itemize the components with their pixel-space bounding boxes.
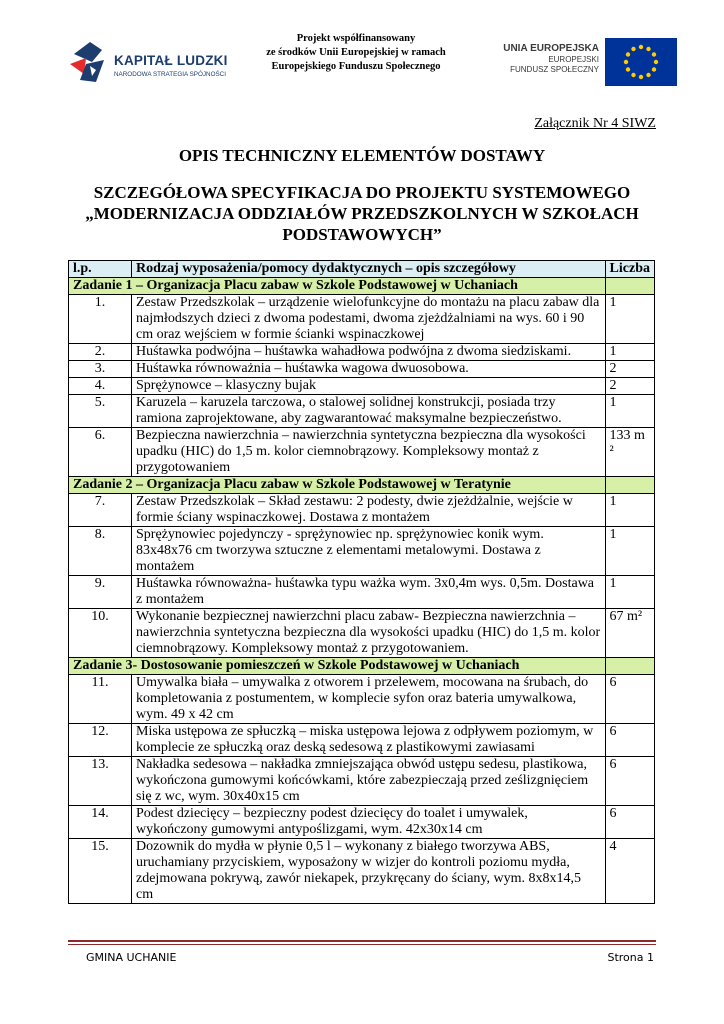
item-number: 15.: [69, 839, 132, 904]
section-row: [69, 477, 655, 494]
table-row: [69, 806, 655, 839]
table-row: [69, 757, 655, 806]
table-row: [69, 395, 655, 428]
item-number: 2.: [69, 344, 132, 361]
eu-social-fund-logo: [505, 38, 677, 86]
item-number: 10.: [69, 609, 132, 658]
item-description: Huśtawka równoważna- huśtawka typu ważka wym. 3x0,4m wys. 0,5m. Dostawa z montażem: [132, 576, 606, 609]
table-row: [69, 576, 655, 609]
item-quantity: 6: [605, 806, 654, 839]
section-empty-cell: [605, 278, 654, 295]
column-header-quantity: Liczba: [605, 261, 654, 278]
item-description: Dozownik do mydła w płynie 0,5 l – wykonany z białego tworzywa ABS, uruchamiany przyciskiem, wyposażony w wizjer do kontroli poziomu mydła, zdejmowana pokrywą, zawór niekapek, przykręcany do ściany, wym. 8x8x14,5 cm: [132, 839, 606, 904]
table-row: [69, 494, 655, 527]
item-quantity: 1: [605, 344, 654, 361]
item-quantity: 1: [605, 576, 654, 609]
section-empty-cell: [605, 658, 654, 675]
table-row: [69, 378, 655, 395]
item-number: 9.: [69, 576, 132, 609]
item-description: Karuzela – karuzela tarczowa, o stalowej solidnej konstrukcji, posiada trzy ramiona zaprojektowane, aby zagwarantować maksymalne bezpieczeństwo.: [132, 395, 606, 428]
item-description: Huśtawka podwójna – huśtawka wahadłowa podwójna z dwoma siedziskami.: [132, 344, 606, 361]
item-number: 4.: [69, 378, 132, 395]
item-number: 7.: [69, 494, 132, 527]
item-quantity: 2: [605, 378, 654, 395]
item-description: Umywalka biała – umywalka z otworem i przelewem, mocowana na śrubach, do kompletowania z postumentem, w komplecie syfon oraz bateria umywalkowa, wym. 49 x 42 cm: [132, 675, 606, 724]
cofinancing-line-1: Projekt współfinansowany: [296, 33, 416, 44]
item-description: Miska ustępowa ze spłuczką – miska ustępowa lejowa z odpływem poziomym, w komplecie ze spłuczką oraz deską sedesową z plastikowymi zawiasami: [132, 724, 606, 757]
section-row: [69, 658, 655, 675]
item-description: Sprężynowce – klasyczny bujak: [132, 378, 606, 395]
item-number: 13.: [69, 757, 132, 806]
item-number: 1.: [69, 295, 132, 344]
table-row: [69, 295, 655, 344]
item-quantity: 6: [605, 757, 654, 806]
item-number: 3.: [69, 361, 132, 378]
eu-line-3: FUNDUSZ SPOŁECZNY: [510, 65, 599, 74]
footer-rule-thick: [68, 940, 656, 942]
annex-label: Załącznik Nr 4 SIWZ: [534, 116, 656, 131]
item-quantity: 67 m²: [605, 609, 654, 658]
section-row: [69, 278, 655, 295]
item-quantity: 133 m ²: [605, 428, 654, 477]
item-quantity: 1: [605, 395, 654, 428]
eu-flag-icon: [605, 38, 677, 86]
table-header-row: [69, 261, 655, 278]
item-quantity: 6: [605, 724, 654, 757]
item-description: Zestaw Przedszkolak – Skład zestawu: 2 podesty, dwie zjeżdżalnie, wejście w formie ściany wspinaczkowej. Dostawa z montażem: [132, 494, 606, 527]
section-empty-cell: [605, 477, 654, 494]
item-quantity: 2: [605, 361, 654, 378]
table-row: [69, 675, 655, 724]
table-row: [69, 361, 655, 378]
specification-table: [68, 260, 655, 904]
table-row: [69, 724, 655, 757]
column-header-description: Rodzaj wyposażenia/pomocy dydaktycznych – opis szczegółowy: [132, 261, 606, 278]
item-number: 8.: [69, 527, 132, 576]
footer-rule-thin: [68, 944, 656, 945]
kapital-ludzki-title: KAPITAŁ LUDZKI: [114, 53, 228, 68]
item-description: Nakładka sedesowa – nakładka zmniejszająca obwód ustępu sedesu, plastikowa, wykończona gumowymi końcówkami, które zabezpieczają przed ześlizgnięciem się z wc, wym. 30x40x15 cm: [132, 757, 606, 806]
kapital-ludzki-logo: [68, 40, 228, 86]
footer-municipality: GMINA UCHANIE: [86, 951, 177, 964]
item-description: Zestaw Przedszkolak – urządzenie wielofunkcyjne do montażu na placu zabaw dla najmłodszych dzieci z dwoma podestami, dwoma zjeżdżalniami na wys. 60 i 90 cm oraz wejściem w formie ścianki wspinaczkowej: [132, 295, 606, 344]
table-row: [69, 839, 655, 904]
item-number: 6.: [69, 428, 132, 477]
item-quantity: 6: [605, 675, 654, 724]
eu-line-1: UNIA EUROPEJSKA: [503, 43, 599, 54]
item-description: Sprężynowiec pojedynczy - sprężynowiec np. sprężynowiec konik wym. 83x48x76 cm tworzywa sztuczne z elementami metalowymi. Dostawa z montażem: [132, 527, 606, 576]
column-header-lp: l.p.: [69, 261, 132, 278]
page-header: [0, 0, 724, 100]
item-number: 12.: [69, 724, 132, 757]
item-quantity: 1: [605, 295, 654, 344]
item-number: 11.: [69, 675, 132, 724]
table-row: [69, 527, 655, 576]
kapital-ludzki-subtitle: NARODOWA STRATEGIA SPÓJNOŚCI: [114, 71, 226, 78]
footer-page-number: Strona 1: [607, 951, 654, 964]
section-title: Zadanie 1 – Organizacja Placu zabaw w Szkole Podstawowej w Uchaniach: [69, 278, 606, 295]
item-quantity: 1: [605, 494, 654, 527]
item-quantity: 1: [605, 527, 654, 576]
item-description: Huśtawka równoważnia – huśtawka wagowa dwuosobowa.: [132, 361, 606, 378]
item-quantity: 4: [605, 839, 654, 904]
section-title: Zadanie 2 – Organizacja Placu zabaw w Szkole Podstawowej w Teratynie: [69, 477, 606, 494]
item-description: Wykonanie bezpiecznej nawierzchni placu zabaw- Bezpieczna nawierzchnia – nawierzchnia syntetyczna bezpieczna dla wysokości upadku (HIC) do 1,5 m. kolor ciemnobrązowy. Kompleksowy montaż z przygotowaniem.: [132, 609, 606, 658]
table-row: [69, 428, 655, 477]
cofinancing-line-2: ze środków Unii Europejskiej w ramach: [266, 47, 446, 58]
section-title: Zadanie 3- Dostosowanie pomieszczeń w Szkole Podstawowej w Uchaniach: [69, 658, 606, 675]
kapital-ludzki-star-icon: [68, 40, 108, 86]
item-number: 14.: [69, 806, 132, 839]
document-title: OPIS TECHNICZNY ELEMENTÓW DOSTAWY: [178, 146, 546, 165]
eu-text: [503, 42, 599, 75]
document-subtitle: SZCZEGÓŁOWA SPECYFIKACJA DO PROJEKTU SYSTEMOWEGO „MODERNIZACJA ODDZIAŁÓW PRZEDSZKOLNYCH W SZKOŁACH PODSTAWOWYCH”: [85, 183, 639, 244]
item-number: 5.: [69, 395, 132, 428]
item-description: Podest dziecięcy – bezpieczny podest dziecięcy do toalet i umywalek, wykończony gumowymi antypoślizgami, wym. 42x30x14 cm: [132, 806, 606, 839]
cofinancing-line-3: Europejskiego Funduszu Społecznego: [271, 61, 441, 72]
eu-line-2: EUROPEJSKI: [548, 55, 599, 64]
cofinancing-note: [236, 32, 476, 74]
table-row: [69, 609, 655, 658]
item-description: Bezpieczna nawierzchnia – nawierzchnia syntetyczna bezpieczna dla wysokości upadku (HIC) do 1,5 m. kolor ciemnobrązowy. Kompleksowy montaż z przygotowaniem: [132, 428, 606, 477]
table-row: [69, 344, 655, 361]
